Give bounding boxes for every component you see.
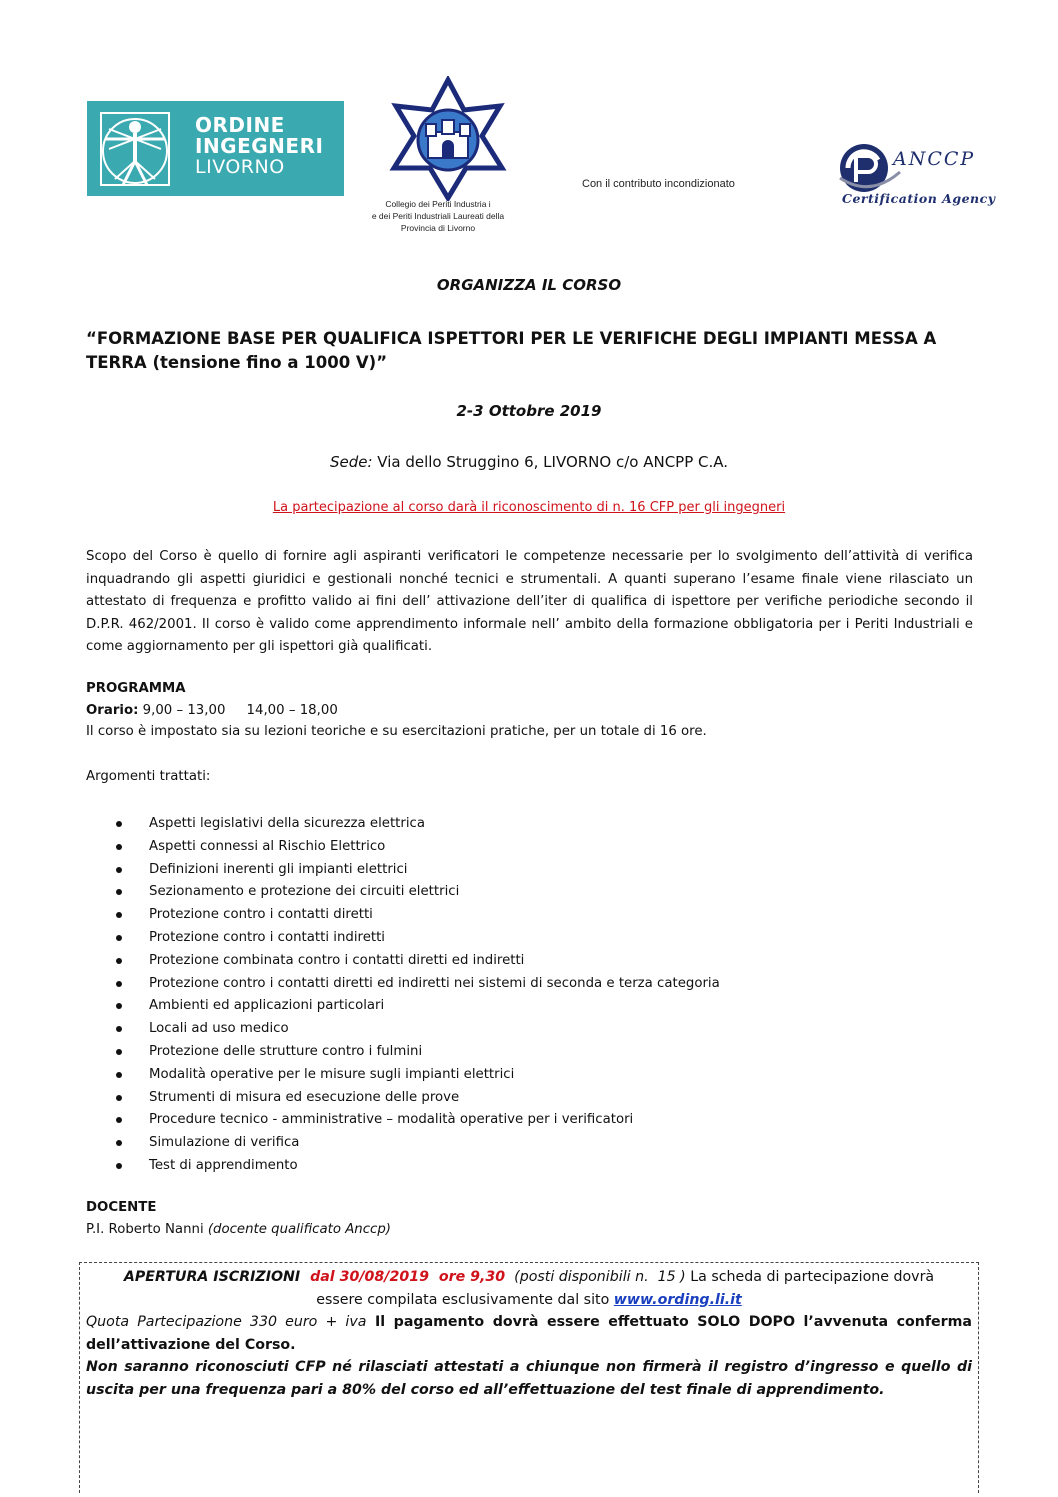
bullet-icon (116, 912, 122, 918)
collegio-caption-line: Provincia di Livorno (400, 223, 476, 233)
topic-label: Sezionamento e protezione dei circuiti elettrici (149, 884, 460, 900)
topic-item (112, 1087, 720, 1110)
bullet-icon (116, 844, 122, 850)
topic-label: Ambienti ed applicazioni particolari (149, 998, 385, 1014)
topic-label: Protezione contro i contatti diretti (149, 907, 373, 923)
cfp-note: La partecipazione al corso darà il riconoscimento di n. 16 CFP per gli ingegneri (272, 500, 786, 515)
contributo-text: Con il contributo incondizionato (582, 178, 735, 190)
quota-paragraph (86, 1311, 972, 1356)
bullet-icon (116, 1117, 122, 1123)
topic-label: Definizioni inerenti gli impianti elettrici (149, 861, 408, 877)
orario-value: 9,00 – 13,00 14,00 – 18,00 (138, 703, 338, 718)
compilata-text: essere compilata esclusivamente dal sito (316, 1291, 614, 1308)
anccp-tagline: Certification Agency (842, 191, 996, 206)
organizza-heading: ORGANIZZA IL CORSO (436, 276, 622, 294)
bullet-icon (116, 889, 122, 895)
docente-line (86, 1222, 391, 1237)
logo-line-ordine: ORDINE (195, 113, 285, 137)
topic-item (112, 995, 720, 1018)
topic-item (112, 1155, 720, 1178)
docente-name: P.I. Roberto Nanni (86, 1222, 208, 1237)
impostato-line: Il corso è impostato sia su lezioni teoriche e su esercitazioni pratiche, per un totale di 16 ore. (86, 724, 707, 739)
scheda-text: La scheda di partecipazione dovrà (685, 1269, 935, 1285)
topic-label: Strumenti di misura ed esecuzione delle prove (149, 1089, 460, 1105)
topic-label: Locali ad uso medico (149, 1021, 289, 1037)
collegio-caption-line: e dei Periti Industriali Laureati della (371, 211, 505, 221)
sede-label: Sede: (329, 453, 373, 471)
ordine-ingegneri-wordmark (195, 115, 323, 178)
topic-item (112, 1109, 720, 1132)
topic-item (112, 813, 720, 836)
bullet-icon (116, 1049, 122, 1055)
pagamento-text: Il pagamento dovrà essere effettuato SOLO DOPO l’avvenuta conferma dell’attivazione del Corso. (86, 1314, 972, 1353)
course-date: 2-3 Ottobre 2019 (456, 402, 602, 420)
bullet-icon (116, 1072, 122, 1078)
bullet-icon (116, 1095, 122, 1101)
bullet-icon (116, 981, 122, 987)
bullet-icon (116, 821, 122, 827)
topic-label: Protezione contro i contatti indiretti (149, 929, 385, 945)
programma-heading: PROGRAMMA (86, 681, 186, 696)
topic-label: Aspetti legislativi della sicurezza elettrica (149, 816, 426, 831)
topic-item (112, 881, 720, 904)
ordine-ingegneri-logo (87, 101, 344, 196)
registration-text (86, 1266, 972, 1402)
topic-label: Procedure tecnico - amministrative – modalità operative per i verificatori (149, 1112, 634, 1128)
topic-label: Simulazione di verifica (149, 1135, 300, 1151)
warning-paragraph: Non saranno riconosciuti CFP né rilasciati attestati a chiunque non firmerà il registro d’ingresso e quello di uscita per una frequenza pari a 80% del corso ed all’effettuazione del test finale di apprendimento. (86, 1359, 972, 1398)
sede-value: Via dello Struggino 6, LIVORNO c/o ANCPP C.A. (372, 453, 729, 471)
docente-note: (docente qualificato Anccp) (207, 1222, 391, 1237)
orario-label: Orario: (86, 703, 139, 718)
topic-item (112, 927, 720, 950)
apertura-label: APERTURA ISCRIZIONI (123, 1269, 301, 1285)
topic-label: Modalità operative per le misure sugli impianti elettrici (149, 1066, 515, 1082)
vitruvian-man-icon (97, 109, 173, 189)
bullet-icon (116, 935, 122, 941)
course-location (0, 453, 1058, 471)
topic-item (112, 1018, 720, 1041)
bullet-icon (116, 867, 122, 873)
course-title: “FORMAZIONE BASE PER QUALIFICA ISPETTORI PER LE VERIFICHE DEGLI IMPIANTI MESSA A TERRA (tensione fino a 1000 V)” (86, 329, 937, 372)
orario-line (86, 703, 338, 718)
topic-item (112, 859, 720, 882)
topic-label: Test di apprendimento (149, 1157, 298, 1173)
collegio-periti-logo (378, 76, 518, 201)
bullet-icon (116, 1163, 122, 1169)
bullet-icon (116, 958, 122, 964)
registration-line-1 (86, 1266, 972, 1289)
quota-text: Quota Partecipazione 330 euro + iva (86, 1314, 367, 1331)
scopo-paragraph: Scopo del Corso è quello di fornire agli aspiranti verificatori le competenze necessarie per lo svolgimento dell’attività di verifica inquadrando gli aspetti giuridici e gestionali nonché tecnici e strumentali. A quanti superano l’esame finale viene rilasciato un attestato di frequenza e profitto valido ai fini dell’ attivazione dell’iter di qualifica di ispettore per verifiche periodiche secondo il D.P.R. 462/2001. Il corso è valido come apprendimento informale nell’ ambito della formazione obbligatoria per i Periti Industriali e come aggiornamento per gli ispettori già qualificati. (86, 549, 973, 654)
topic-label: Protezione combinata contro i contatti diretti ed indiretti (149, 952, 525, 968)
bullet-icon (116, 1003, 122, 1009)
topic-item (112, 950, 720, 973)
bullet-icon (116, 1140, 122, 1146)
site-link[interactable]: www.ording.li.it (613, 1291, 742, 1308)
argomenti-heading: Argomenti trattati: (86, 769, 211, 784)
collegio-caption-line: Collegio dei Periti Industria i (385, 199, 491, 209)
logo-line-ingegneri: INGEGNERI (195, 134, 324, 158)
topic-item (112, 904, 720, 927)
bullet-icon (116, 1026, 122, 1032)
topic-label: Protezione delle strutture contro i fulmini (149, 1043, 423, 1059)
posti-disponibili: (posti disponibili n. 15 ) (505, 1269, 686, 1285)
topic-item (112, 1132, 720, 1155)
registration-line-2 (86, 1289, 972, 1312)
apertura-dates: dal 30/08/2019 ore 9,30 (300, 1269, 506, 1285)
topic-item (112, 973, 720, 996)
topics-list (112, 813, 720, 1178)
topic-label: Aspetti connessi al Rischio Elettrico (149, 838, 386, 854)
anccp-name: ANCCP (893, 148, 976, 170)
topic-item (112, 836, 720, 859)
docente-heading: DOCENTE (86, 1200, 157, 1215)
topic-item (112, 1064, 720, 1087)
logo-line-livorno: LIVORNO (195, 156, 285, 178)
topic-item (112, 1041, 720, 1064)
topic-label: Protezione contro i contatti diretti ed indiretti nei sistemi di seconda e terza categoria (149, 975, 720, 991)
collegio-caption (350, 198, 526, 234)
